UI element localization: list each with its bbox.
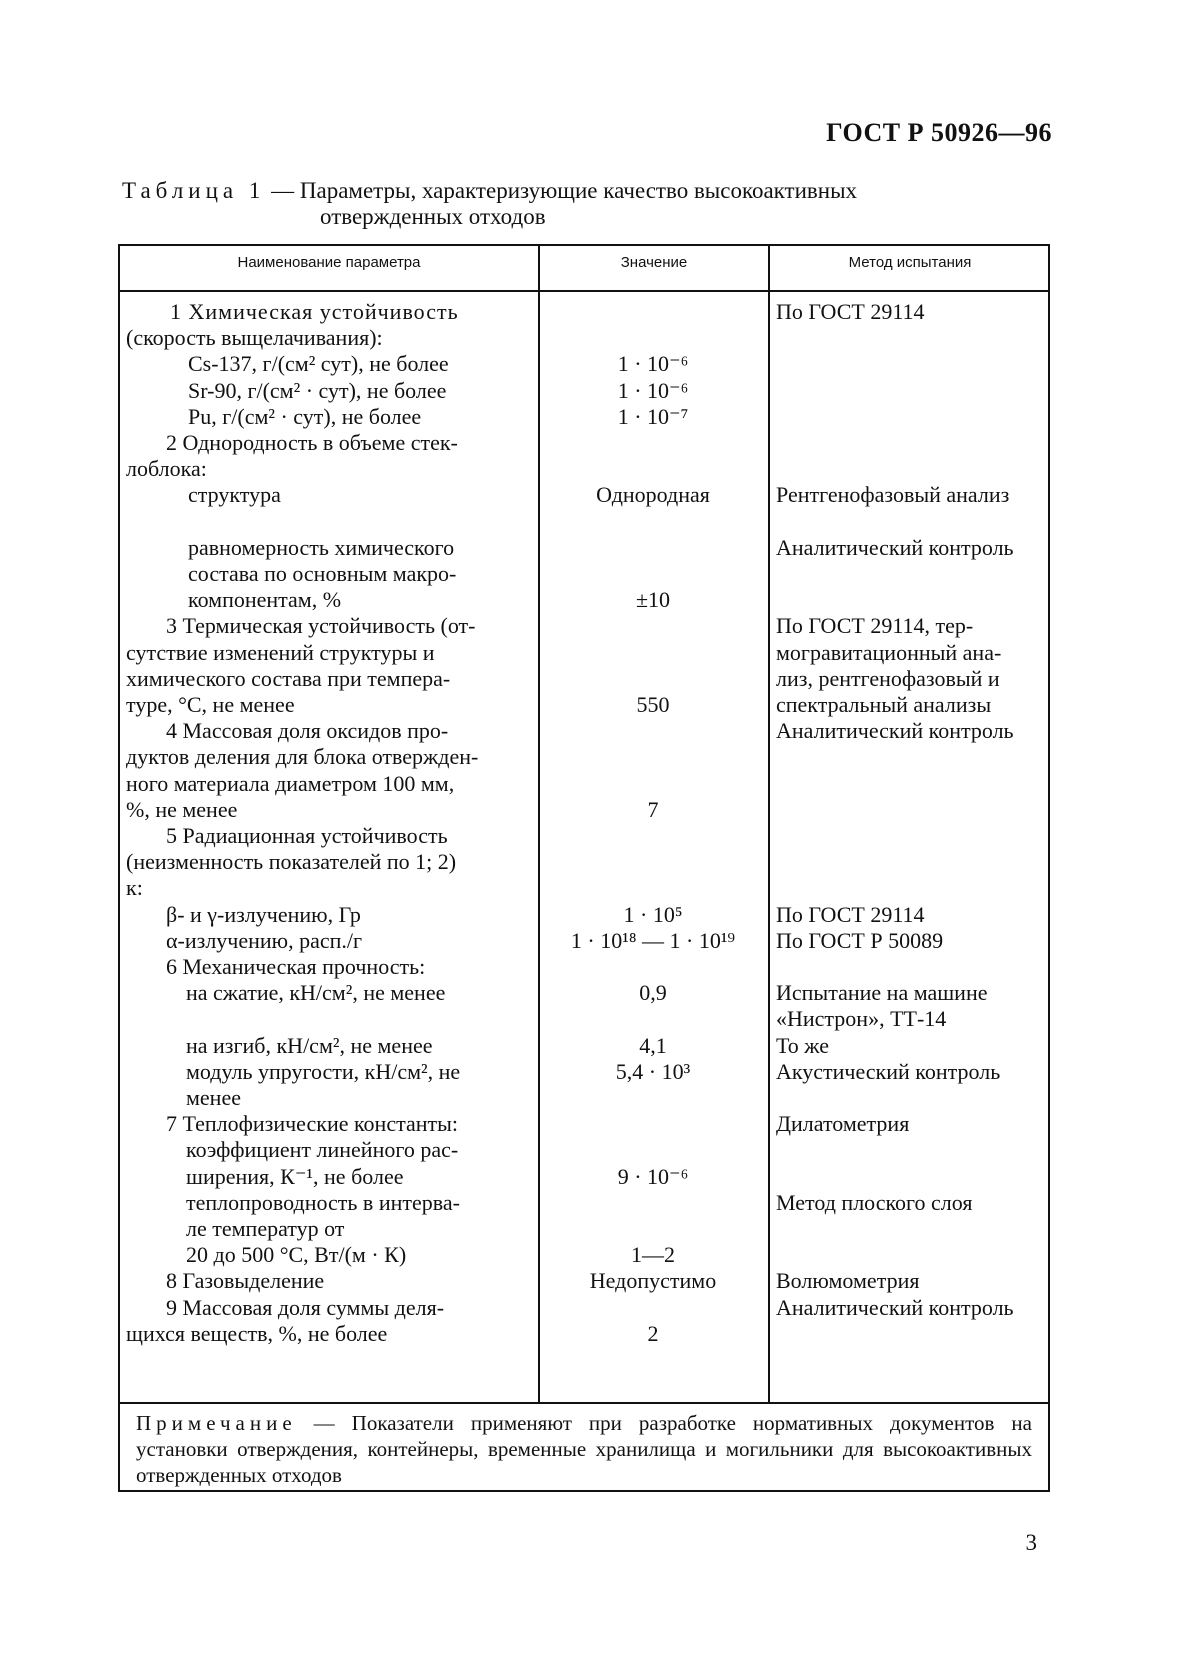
parameter-cell: компонентам, % xyxy=(188,587,342,612)
value-cell: Недопустимо xyxy=(589,1268,717,1293)
method-cell: По ГОСТ 29114 xyxy=(776,299,925,324)
method-cell: Дилатометрия xyxy=(776,1111,910,1136)
method-cell: Волюмометрия xyxy=(776,1268,920,1293)
method-cell: Аналитический контроль xyxy=(776,1295,1014,1320)
method-cell: Аналитический контроль xyxy=(776,535,1014,560)
table-caption-continuation: отвержденных отходов xyxy=(320,204,546,229)
table-note xyxy=(136,1410,1032,1488)
value-cell: 1 · 10⁻⁷ xyxy=(617,404,689,429)
value-cell: 0,9 xyxy=(639,980,667,1005)
value-cell: 2 xyxy=(647,1321,659,1346)
parameter-cell: 2 Однородность в объеме стек- xyxy=(166,430,458,455)
parameter-cell: ного материала диаметром 100 мм, xyxy=(126,771,455,796)
parameter-cell: химического состава при темпера- xyxy=(126,666,451,691)
method-cell: По ГОСТ 29114 xyxy=(776,902,925,927)
method-cell: «Нистрон», ТТ-14 xyxy=(776,1006,947,1031)
parameter-cell: 1 Химическая устойчивость xyxy=(170,299,459,324)
value-cell: 1 · 10⁻⁶ xyxy=(617,351,689,376)
method-cell: Аналитический контроль xyxy=(776,718,1014,743)
column-header-method: Метод испытания xyxy=(848,254,972,271)
page-number: 3 xyxy=(1025,1530,1037,1555)
value-cell: ±10 xyxy=(635,587,671,612)
parameter-cell: 4 Массовая доля оксидов про- xyxy=(166,718,449,743)
parameter-cell: туре, °С, не менее xyxy=(126,692,295,717)
document-id: ГОСТ Р 50926—96 xyxy=(826,118,1052,147)
parameter-cell: Pu, г/(см² · сут), не более xyxy=(188,404,422,429)
header-divider xyxy=(120,290,1048,292)
parameter-cell: 5 Радиационная устойчивость xyxy=(166,823,448,848)
parameter-cell: 8 Газовыделение xyxy=(166,1268,325,1293)
method-cell: лиз, рентгенофазовый и xyxy=(776,666,1000,691)
parameter-cell: 6 Механическая прочность: xyxy=(166,954,426,979)
parameter-cell: состава по основным макро- xyxy=(188,561,457,586)
parameter-cell: лоблока: xyxy=(126,456,207,481)
method-cell: Испытание на машине xyxy=(776,980,988,1005)
method-cell: По ГОСТ Р 50089 xyxy=(776,928,944,953)
value-cell: 1—2 xyxy=(631,1242,675,1267)
table-caption-lead: Таблица 1 xyxy=(122,178,266,203)
method-cell: спектральный анализы xyxy=(776,692,992,717)
column-header-parameter: Наименование параметра xyxy=(237,254,421,271)
parameter-cell: β- и γ-излучению, Гр xyxy=(166,902,361,927)
parameter-cell: 9 Массовая доля суммы деля- xyxy=(166,1295,445,1320)
parameter-cell: α-излучению, расп./г xyxy=(166,928,363,953)
parameter-cell: ширения, К⁻¹, не более xyxy=(186,1164,404,1189)
parameter-cell: ле температур от xyxy=(186,1216,345,1241)
value-cell: 1 · 10¹⁸ — 1 · 10¹⁹ xyxy=(570,928,736,953)
method-cell: То же xyxy=(776,1033,829,1058)
parameter-cell: менее xyxy=(186,1085,241,1110)
parameter-cell: сутствие изменений структуры и xyxy=(126,640,435,665)
parameter-cell: Cs-137, г/(см² сут), не более xyxy=(188,351,449,376)
value-cell: 4,1 xyxy=(639,1033,667,1058)
parameter-cell: теплопроводность в интерва- xyxy=(186,1190,460,1215)
parameter-cell: %, не менее xyxy=(126,797,238,822)
note-divider xyxy=(120,1402,1048,1404)
value-cell: 550 xyxy=(636,692,670,717)
method-cell: Метод плоского слоя xyxy=(776,1190,973,1215)
column-divider xyxy=(768,246,770,1402)
parameter-cell: структура xyxy=(188,482,281,507)
value-cell: 1 · 10⁻⁶ xyxy=(617,378,689,403)
parameter-cell: дуктов деления для блока отвержден- xyxy=(126,744,479,769)
value-cell: 7 xyxy=(647,797,659,822)
parameter-cell: на сжатие, кН/см², не менее xyxy=(186,980,446,1005)
value-cell: 9 · 10⁻⁶ xyxy=(617,1164,689,1189)
parameter-cell: 7 Теплофизические константы: xyxy=(166,1111,459,1136)
parameter-cell: (скорость выщелачивания): xyxy=(126,325,383,350)
table-caption xyxy=(122,178,1002,230)
parameter-cell: 3 Термическая устойчивость (от- xyxy=(166,613,476,638)
parameter-cell: 20 до 500 °С, Вт/(м · К) xyxy=(186,1242,407,1267)
value-cell: 1 · 10⁵ xyxy=(623,902,683,927)
parameters-table xyxy=(118,244,1050,1492)
method-cell: Акустический контроль xyxy=(776,1059,1001,1084)
column-header-value: Значение xyxy=(620,254,688,271)
parameter-cell: на изгиб, кН/см², не менее xyxy=(186,1033,433,1058)
parameter-cell: щихся веществ, %, не более xyxy=(126,1321,388,1346)
value-cell: Однородная xyxy=(596,482,710,507)
parameter-cell: равномерность химического xyxy=(188,535,455,560)
note-lead: Примечание xyxy=(136,1411,297,1435)
parameter-cell: (неизменность показателей по 1; 2) xyxy=(126,849,457,874)
note-text: — Показатели применяют при разработке нормативных документов на установки отверждения, контейнеры, временные хранилища и могильники для высокоактивных отвержденных отходов xyxy=(136,1411,1032,1487)
parameter-cell: модуль упругости, кН/см², не xyxy=(186,1059,461,1084)
parameter-cell: Sr-90, г/(см² · сут), не более xyxy=(188,378,447,403)
method-cell: По ГОСТ 29114, тер- xyxy=(776,613,974,638)
parameter-cell: к: xyxy=(126,875,143,900)
method-cell: Рентгенофазовый анализ xyxy=(776,482,1010,507)
value-cell: 5,4 · 10³ xyxy=(615,1059,691,1084)
parameter-cell: коэффициент линейного рас- xyxy=(186,1137,459,1162)
table-caption-text: — Параметры, характеризующие качество высокоактивных xyxy=(265,178,858,203)
method-cell: могравитационный ана- xyxy=(776,640,1002,665)
